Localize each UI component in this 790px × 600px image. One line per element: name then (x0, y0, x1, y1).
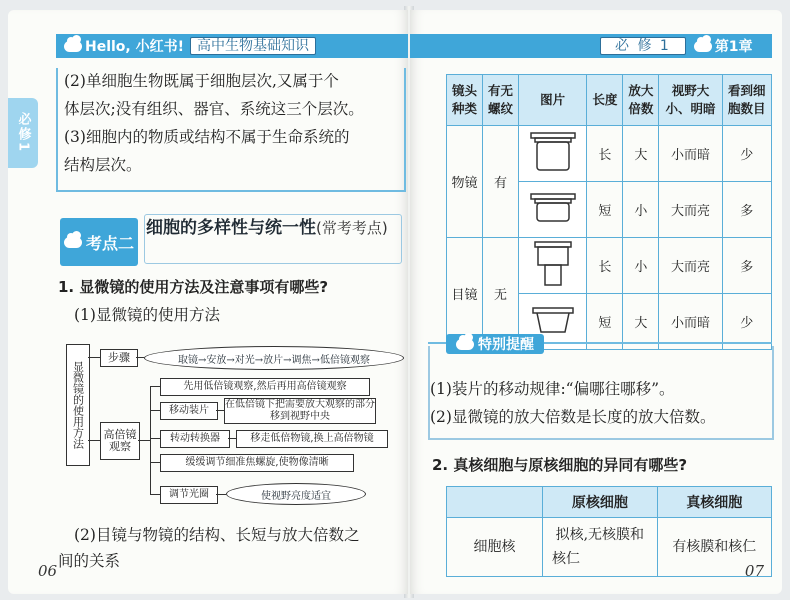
connector (150, 438, 160, 439)
cell-view: 小而暗 (659, 126, 722, 182)
cloud-icon (64, 41, 82, 52)
prokaryote-line-1: 拟核,无核膜和 (555, 527, 645, 543)
col-thread: 有无螺纹 (482, 75, 518, 126)
volume-chip: 必 修 1 (600, 37, 686, 55)
page-number-left: 06 (38, 562, 58, 580)
connector (150, 386, 160, 387)
steps-label: 步骤 (100, 349, 138, 367)
table-row (447, 238, 772, 294)
page-number-right: 07 (744, 562, 764, 580)
cell-eyepiece: 目镜 (447, 238, 483, 350)
section-rule-bottom (56, 190, 406, 192)
objective-short-icon (525, 188, 581, 228)
cell-count: 少 (722, 126, 771, 182)
cell-eukaryote-nucleus: 有核膜和核仁 (657, 518, 771, 577)
cloud-icon (694, 41, 712, 52)
item-swap-objective: 移走低倍物镜,换上高倍物镜 (236, 430, 388, 448)
cell-length: 短 (587, 182, 623, 238)
table-row (447, 126, 772, 182)
col-picture: 图片 (518, 75, 586, 126)
compare-header (447, 487, 772, 518)
key-point-badge (60, 218, 138, 266)
tip-item-2: (2)显微镜的放大倍数是长度的放大倍数。 (430, 408, 716, 426)
cell-objective: 物镜 (447, 126, 483, 238)
chapter-text: 第1章 (714, 39, 753, 55)
connector (88, 357, 100, 358)
cell-view: 大而亮 (659, 182, 722, 238)
row-label-nucleus: 细胞核 (447, 518, 543, 577)
connector (216, 494, 226, 495)
book-title-chip: 高中生物基础知识 (190, 37, 316, 55)
sub-heading-2-line-1: (2)目镜与物镜的结构、长短与放大倍数之 (74, 526, 360, 544)
eyepiece-long-picture (518, 238, 586, 294)
chapter-label (694, 36, 753, 56)
key-point-title (146, 216, 396, 240)
cell-magnification: 大 (623, 294, 659, 350)
col-length: 长度 (587, 75, 623, 126)
key-point-title-text: 细胞的多样性与统一性 (146, 218, 316, 238)
eyepiece-short-icon (525, 302, 581, 338)
col-view: 视野大小、明暗 (659, 75, 722, 126)
table-row (447, 518, 772, 577)
sub-heading-2-line-2: 间的关系 (58, 552, 121, 570)
high-power-label: 高倍镜观察 (100, 422, 140, 460)
col-eukaryote: 真核细胞 (657, 487, 771, 518)
item-fine-focus: 缓缓调节细准焦螺旋,使物像清晰 (160, 454, 354, 472)
cell-length: 短 (587, 294, 623, 350)
col-prokaryote: 原核细胞 (543, 487, 658, 518)
section-rule-right (404, 68, 406, 190)
key-point-note: (常考考点) (316, 219, 388, 237)
cell-magnification: 小 (623, 238, 659, 294)
connector (88, 440, 100, 441)
section-rule-left (56, 68, 58, 190)
objective-short-picture (518, 182, 586, 238)
item-adjust-aperture: 调节光圈 (160, 486, 218, 504)
brand-text: Hello, 小红书! (85, 39, 185, 55)
cloud-icon (456, 339, 474, 350)
right-page (410, 10, 782, 594)
right-header-bar (410, 34, 772, 58)
item-move-to-center: 在低倍镜下把需要放大观察的部分移到视野中央 (225, 399, 375, 422)
key-point-label: 考点二 (85, 233, 134, 253)
item-low-then-high: 先用低倍镜观察,然后再用高倍镜观察 (160, 378, 370, 396)
connector (138, 440, 150, 441)
lens-table (446, 74, 772, 350)
tip-label-text: 特别提醒 (478, 337, 534, 353)
tip-item-1: (1)装片的移动规律:“偏哪往哪移”。 (430, 380, 675, 398)
cell-count: 少 (722, 294, 771, 350)
item-brightness-ellipse: 使视野亮度适宜 (226, 483, 366, 505)
cell-prokaryote-nucleus (543, 518, 658, 577)
cell-count: 多 (722, 238, 771, 294)
tip-label (446, 334, 544, 354)
col-cell-count: 看到细胞数目 (722, 75, 771, 126)
steps-ellipse: 取镜→安放→对光→放片→调焦→低倍镜观察 (144, 346, 404, 370)
connector (150, 462, 160, 463)
objective-long-icon (525, 129, 581, 175)
objective-long-picture (518, 126, 586, 182)
cell-magnification: 大 (623, 126, 659, 182)
cell-length: 长 (587, 238, 623, 294)
col-lens-type: 镜头种类 (447, 75, 483, 126)
sub-heading-1: (1)显微镜的使用方法 (74, 306, 220, 324)
lens-table-header (447, 75, 772, 126)
connector (136, 357, 144, 358)
bracket-line (150, 386, 151, 494)
brand-label (64, 36, 184, 56)
diagram-root: 显微镜的使用方法 (66, 344, 90, 466)
paragraph-line-2: 体层次;没有组织、器官、系统这三个层次。 (64, 100, 364, 118)
prokaryote-line-2: 核仁 (552, 551, 581, 567)
cell-magnification: 小 (623, 182, 659, 238)
paragraph-line-1: (2)单细胞生物既属于细胞层次,又属于个 (64, 72, 339, 90)
question-1: 1. 显微镜的使用方法及注意事项有哪些? (58, 278, 329, 296)
question-2: 2. 真核细胞与原核细胞的异同有哪些? (432, 456, 688, 474)
eyepiece-long-icon (525, 239, 581, 289)
connector (150, 494, 160, 495)
cell-view: 大而亮 (659, 238, 722, 294)
cell-view: 小而暗 (659, 294, 722, 350)
cell-compare-table (446, 486, 772, 577)
item-move-slide: 移动装片 (160, 402, 218, 420)
cell-length: 长 (587, 126, 623, 182)
connector (150, 410, 160, 411)
cloud-icon (64, 237, 82, 248)
paragraph-line-4: 结构层次。 (64, 156, 142, 174)
cell-objective-thread: 有 (482, 126, 518, 238)
connector (216, 410, 224, 411)
col-blank (447, 487, 543, 518)
paragraph-line-3: (3)细胞内的物质或结构不属于生命系统的 (64, 128, 350, 146)
left-page (8, 10, 408, 594)
side-tab: 必修1 (8, 98, 38, 168)
cell-eyepiece-thread: 无 (482, 238, 518, 350)
cell-count: 多 (722, 182, 771, 238)
item-turn-converter: 转动转换器 (160, 430, 230, 448)
left-header-bar (56, 34, 408, 58)
connector (228, 438, 236, 439)
col-magnification: 放大倍数 (623, 75, 659, 126)
